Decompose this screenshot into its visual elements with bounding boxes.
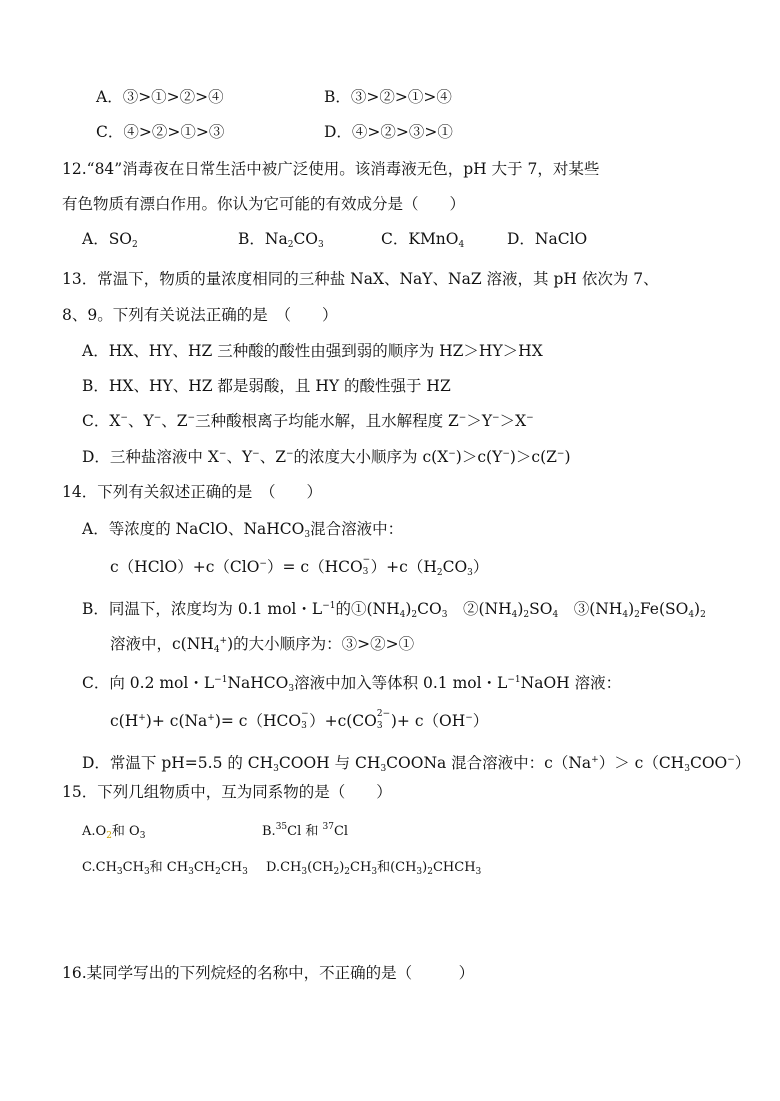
q12-option-a[interactable]: A．$SO_2$	[82, 230, 138, 250]
q12-stem-line2: 有色物质有漂白作用。你认为它可能的有效成分是（ ）	[62, 195, 466, 213]
q13-option-b[interactable]: B．HX、HY、HZ 都是弱酸，且 HY 的酸性强于 HZ	[82, 377, 451, 395]
q14-option-a[interactable]: A．等浓度的 NaClO、NaHCO$_3$混合溶液中：	[82, 520, 404, 540]
q14-option-b-line2: 溶液中，$c(NH_4^+)$的大小顺序为：③>②>①	[110, 635, 415, 655]
q15-option-a[interactable]: $A.O_2$和 $O_3$	[82, 824, 146, 841]
q12-option-b[interactable]: B．$Na_2CO_3$	[238, 230, 324, 250]
q14-option-d[interactable]: D．常温下 pH=5.5 的 $CH_3COOH$ 与 $CH_3COONa$ 混合溶液中：$c(Na^+)> c(CH_3COO^-)$	[82, 754, 751, 774]
q13-stem-line1: 13．常温下，物质的量浓度相同的三种盐 NaX、NaY、NaZ 溶液，其 pH 依次为 7、	[62, 270, 659, 288]
q13-stem-line2: 8、9。下列有关说法正确的是 （ ）	[62, 306, 338, 324]
q15-stem: 15．下列几组物质中，互为同系物的是（ ）	[62, 783, 392, 801]
q14-option-b[interactable]: B．同温下，浓度均为 0.1 mol・$L^{-1}$的$①(NH_4)_2CO_3$ $②(NH_4)_2SO_4$ $③(NH_4)_2Fe(SO_4)_2$	[82, 600, 706, 620]
q15-option-c[interactable]: $C.CH_3CH_3$和 $CH_3CH_2CH_3$	[82, 860, 248, 877]
q15-option-b[interactable]: B.$^{35}$Cl 和 $^{37}$Cl	[262, 822, 349, 839]
q15-option-d[interactable]: $D.CH_3(CH_2)_2CH_3$和$(CH_3)_2CHCH_3$	[266, 860, 482, 877]
q14-option-c-equation: c(H+)+ c(Na+)= c（HCO − 3 ）+c(CO 2− 3 )+ c（OH−）	[110, 709, 489, 731]
q16-stem: 16.某同学写出的下列烷烃的名称中，不正确的是（ ）	[62, 964, 475, 982]
q14-option-c[interactable]: C．向 0.2 mol・$L^{-1}NaHCO_3$溶液中加入等体积 0.1 mol・$L^{-1}NaOH$ 溶液：	[82, 674, 622, 694]
q13-option-a[interactable]: A．HX、HY、HZ 三种酸的酸性由强到弱的顺序为 HZ＞HY＞HX	[82, 342, 543, 360]
q12-stem-line1: 12.“84”消毒夜在日常生活中被广泛使用。该消毒液无色，pH 大于 7，对某些	[62, 160, 600, 178]
q12-option-d[interactable]: D．NaClO	[507, 230, 588, 248]
q12-option-c[interactable]: C．KMnO$_4$	[381, 230, 465, 250]
q11-option-d[interactable]: D．④>②>③>①	[324, 123, 453, 141]
q14-option-a-equation: c（HClO）+c（ClO−）= c（HCO − 3 ）$+c(H_2CO_3)$	[110, 555, 489, 578]
q13-option-c[interactable]: C．X−、Y−、Z−三种酸根离子均能水解，且水解程度 Z−＞Y−＞X−	[82, 412, 534, 430]
q13-option-d[interactable]: D．三种盐溶液中 X−、Y−、Z−的浓度大小顺序为 c(X−)＞c(Y−)＞c(Z−)	[82, 448, 571, 466]
q11-option-b[interactable]: B．③>②>①>④	[324, 88, 452, 106]
q11-option-a[interactable]: A．③>①>②>④	[96, 88, 224, 106]
q14-stem: 14．下列有关叙述正确的是 （ ）	[62, 483, 322, 501]
q11-option-c[interactable]: C．④>②>①>③	[96, 123, 225, 141]
